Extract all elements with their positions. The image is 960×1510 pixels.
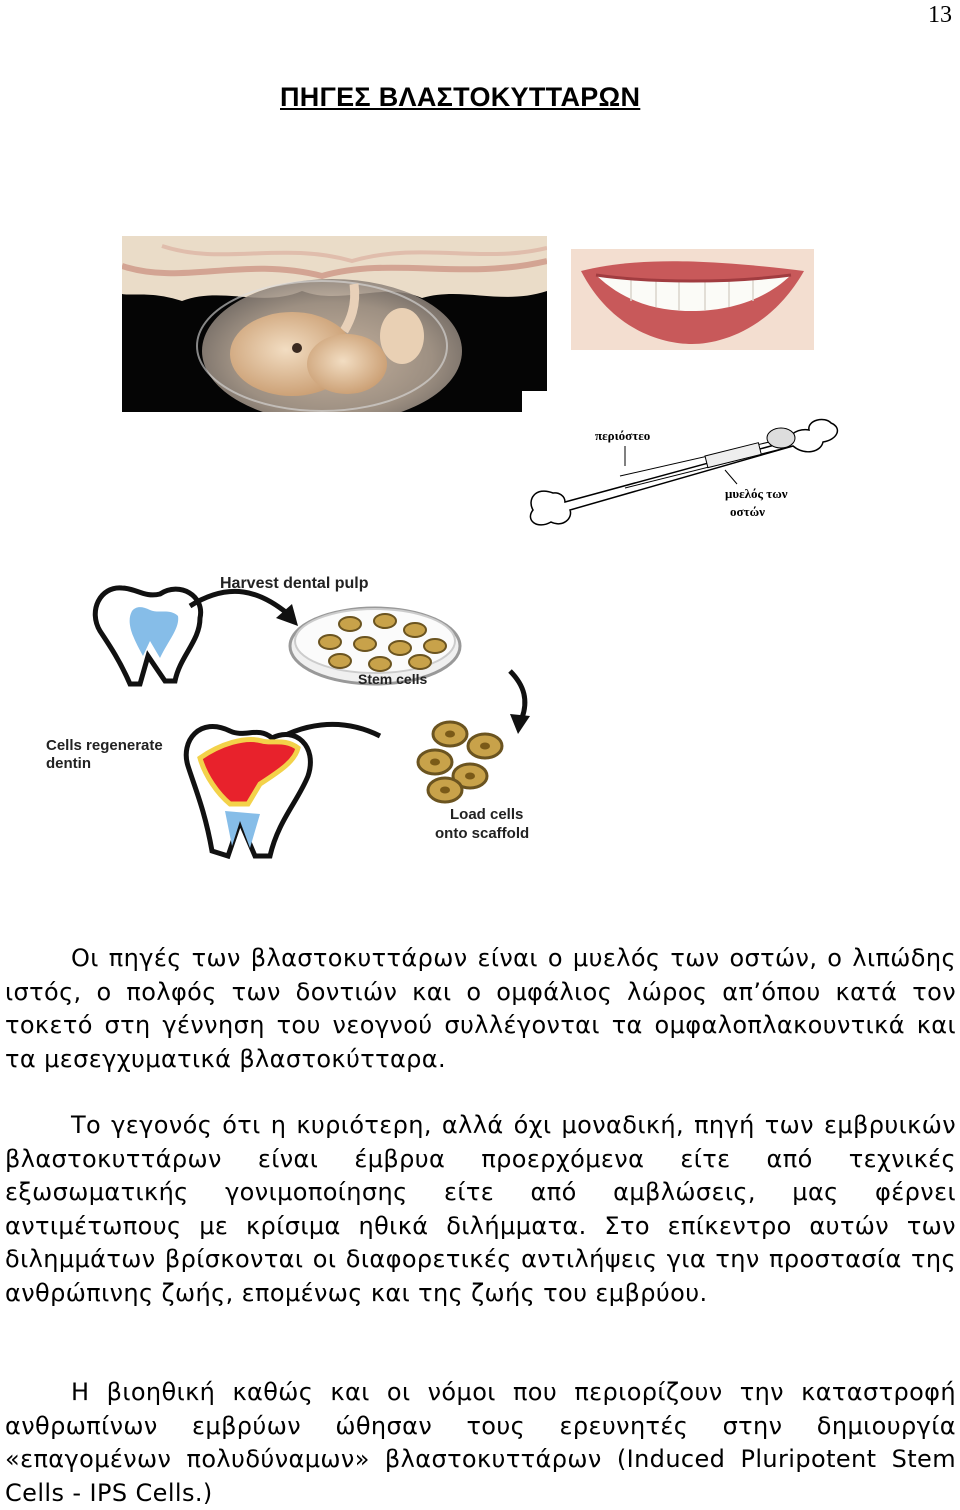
paragraph-3-text: Η βιοηθική καθώς και οι νόμοι που περιορίζουν την καταστροφή ανθρωπίνων εμβρύων ώθησαν τους ερευνητές στην δημιουργία «επαγομένων πολυδύναμων» βλαστοκυττάρων (Induced Pluripotent Stem Cells - IPS Cells.) <box>5 1378 956 1507</box>
paragraph-2-text: Το γεγονός ότι η κυριότερη, αλλά όχι μοναδική, πηγή των εμβρυικών βλαστοκυττάρων είναι έμβρυα προερχόμενα είτε από τεχνικές εξωσωματικής γονιμοποίησης είτε από αμβλώσεις, μας φέρνει αντιμέτωπους με κρίσιμα ηθικά διλήμματα. Στο επίκεντρο αυτών των διλημμάτων βρίσκονται οι διαφορετικές αντιλήψεις για την προστασία της ανθρώπινης ζωής, επομένως και της ζωής του εμβρύου. <box>5 1111 956 1307</box>
dental-stem-cell-diagram <box>40 566 580 896</box>
regenerate-label-line2: dentin <box>46 755 91 772</box>
bone-diagram <box>525 418 845 533</box>
paragraph-bioethics-ips <box>5 1376 956 1510</box>
paragraph-ethical-dilemmas <box>5 1109 956 1310</box>
load-label-line1: Load cells <box>450 806 524 823</box>
stem-cells-label: Stem cells <box>358 671 428 687</box>
regenerate-label-line1: Cells regenerate <box>46 737 163 754</box>
page-title: ΠΗΓΕΣ ΒΛΑΣΤΟΚΥΤΤΑΡΩΝ <box>280 82 641 112</box>
load-label-line2: onto scaffold <box>435 825 530 842</box>
page-number: 13 <box>928 2 952 28</box>
embryo-image <box>122 236 547 412</box>
harvest-label: Harvest dental pulp <box>220 575 369 592</box>
paragraph-1-text: Οι πηγές των βλαστοκυττάρων είναι ο μυελός των οστών, ο λιπώδης ιστός, ο πολφός των δοντιών και ο ομφάλιος λώρος απ’όπου κατά τον τοκετό στη γέννηση του νεογνού συλλέγονται τα ομφαλοπλακουντικά και τα μεσεγχυματικά βλαστοκύτταρα. <box>5 944 956 1073</box>
paragraph-stem-cell-sources <box>5 942 956 1076</box>
marrow-label-line1: μυελός των <box>725 486 788 501</box>
periosteum-label: περιόστεο <box>595 428 651 443</box>
marrow-label-line2: οστών <box>730 504 765 519</box>
smile-image <box>571 249 814 350</box>
